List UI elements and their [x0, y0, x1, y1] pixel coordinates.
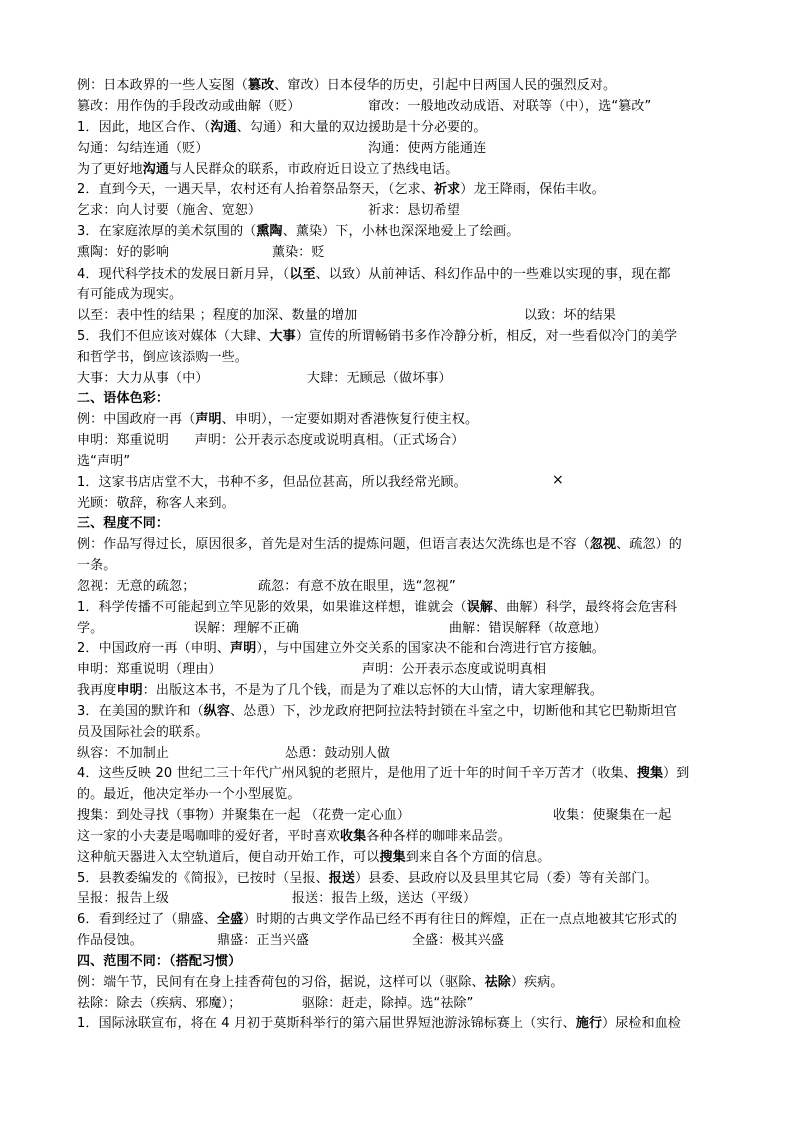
- line-example-declare: 例：中国政府一再（声明、申明），一定要如期对香港恢复行使主权。: [77, 412, 479, 427]
- cross-mark-icon: ×: [552, 472, 564, 488]
- line-q1-example: 为了更好地沟通与人民群众的联系，市政府近日设立了热线电话。: [77, 162, 459, 177]
- line-scope-q1: 1．国际泳联宣布，将在 4 月初于莫斯科举行的第六届世界短池游泳锦标赛上（实行、施行）尿检和血检: [77, 1016, 682, 1031]
- line-declare-choice: 选“声明”: [77, 454, 131, 469]
- line-q2: 2．直到今天，一遇天旱，农村还有人抬着祭品祭天，（乞求、祈求）龙王降雨，保佑丰收。: [77, 182, 605, 197]
- line-example-tamper: 例：日本政界的一些人妄图（篡改、窜改）日本侵华的历史，引起中日两国人民的强烈反对。: [77, 78, 617, 93]
- section-heading-degree: 三、程度不同：: [77, 516, 170, 531]
- line-degree-q4-cont: 的。最近，他决定举办一个小型展览。: [77, 787, 301, 802]
- line-q4: 4．现代科学技术的发展日新月异，（以至、以致）从前神话、科幻作品中的一些难以实现的事，现在都: [77, 267, 671, 282]
- line-declare-defs: 申明：郑重说明 声明：公开表示态度或说明真相。（正式场合）: [77, 433, 465, 448]
- line-degree-q3-cont: 员及国际社会的联系。: [77, 725, 209, 740]
- line-example-neglect-cont: 一条。: [77, 558, 117, 573]
- line-degree-q4: 4．这些反映 20 世纪二三十年代广州风貌的老照片，是他用了近十年的时间千辛万苦才（收集、搜集）到: [77, 766, 690, 781]
- line-q5: 5．我们不但应该对媒体（大肆、大事）宣传的所谓畅销书多作冷静分析，相反，对一些看似冷门的美学: [77, 329, 678, 344]
- section-heading-scope: 四、范围不同：（搭配习惯）: [77, 954, 242, 969]
- line-degree-q1: 1．科学传播不可能起到立竿见影的效果，如果谁这样想，谁就会（误解、曲解）科学，最终将会危害科: [77, 600, 678, 615]
- line-example-dispel: 例：端午节，民间有在身上挂香荷包的习俗，据说，这样可以（驱除、祛除）疾病。: [77, 975, 564, 990]
- line-degree-q4-example1: 这一家的小夫妻是喝咖啡的爱好者，平时喜欢收集各种各样的咖啡来品尝。: [77, 829, 511, 844]
- line-degree-q3: 3．在美国的默许和（纵容、怂恿）下，沙龙政府把阿拉法特封锁在斗室之中，切断他和其它巴勒斯坦官: [77, 704, 678, 719]
- line-q3: 3．在家庭浓厚的美术氛围的（熏陶、薰染）下，小林也深深地爱上了绘画。: [77, 224, 520, 239]
- section-heading-register: 二、语体色彩：: [77, 391, 170, 406]
- line-degree-q6: 6．看到经过了（鼎盛、全盛）时期的古典文学作品已经不再有往日的辉煌，正在一点点地被其它形式的: [77, 912, 678, 927]
- line-degree-q5: 5．县教委编发的《简报》，已按时（呈报、报送）县委、县政府以及县里其它局（委）等有关部门。: [77, 871, 658, 886]
- line-q5-cont: 和哲学书，倒应该添购一些。: [77, 350, 248, 365]
- line-example-neglect: 例：作品写得过长，原因很多，首先是对生活的提炼问题，但语言表达欠洗练也是不容（忽视、疏忽）的: [77, 537, 682, 552]
- line-register-q1-def: 光顾：敬辞，称客人来到。: [77, 496, 235, 511]
- line-q4-cont: 有可能成为现实。: [77, 287, 183, 302]
- line-degree-q2: 2．中国政府一再（申明、声明），与中国建立外交关系的国家决不能和台湾进行官方接触。: [77, 641, 605, 656]
- line-degree-q4-example2: 这种航天器进入太空轨道后，便自动开始工作，可以搜集到来自各个方面的信息。: [77, 850, 551, 865]
- line-register-q1: 1．这家书店店堂不大，书种不多，但品位甚高，所以我经常光顾。: [77, 475, 467, 490]
- line-degree-q2-example: 我再度申明：出版这本书，不是为了几个钱，而是为了难以忘怀的大山情，请大家理解我。: [77, 683, 604, 698]
- document-page: 例：日本政界的一些人妄图（篡改、窜改）日本侵华的历史，引起中日两国人民的强烈反对。 篡改：用作伪的手段改动或曲解（贬） 窜改：一般地改动成语、对联等（中），选“篡改” 1．因此，地区合作、（沟通、勾通）和大量的双边援助是十分必要的。 勾通：勾结连通（贬） 沟通：使两方能通连 为了更好地沟通与人民群众的联系，市政府近日设立了热线电话。 2．直到今天，一遇天旱，农村还有人抬着祭品祭天，（乞求、祈求）龙王降雨，保佑丰收。 乞求：向人讨要（施舍、宽恕） 祈求：恳切希望 3．在家庭浓厚的美术氛围的（熏陶、薰染）下，小林也深深地爱上了绘画。 熏陶：好的影响 薰染：贬 4．现代科学技术的发展日新月异，（以至、以致）从前神话、科幻作品中的一些难以实现的事，现在都 有可能成为现实。 以至：表中性的结果 ；程度的加深、数量的增加 以致：坏的结果 5．我们不但应该对媒体（大肆、大事）宣传的所谓畅销书多作冷静分析，相反，对一些看似冷门的美学 和哲学书，倒应该添购一些。 大事：大力从事（中） 大肆：无顾忌（做坏事） 二、语体色彩： 例：中国政府一再（声明、申明），一定要如期对香港恢复行使主权。 申明：郑重说明 声明：公开表示态度或说明真相。（正式场合） 选“声明” 1．这家书店店堂不大，书种不多，但品位甚高，所以我经常光顾。 × 光顾：敬辞，称客人来到。 三、程度不同： 例：作品写得过长，原因很多，首先是对生活的提炼问题，但语言表达欠洗练也是不容（忽视、疏忽）的 一条。 忽视：无意的疏忽； 疏忽：有意不放在眼里，选“忽视” 1．科学传播不可能起到立竿见影的效果，如果谁这样想，谁就会（误解、曲解）科学，最终将会危害科 学。 误解：理解不正确 曲解：错误解释（故意地） 2．中国政府一再（申明、声明），与中国建立外交关系的国家决不能和台湾进行官方接触。 申明：郑重说明（理由） 声明：公开表示态度或说明真相 我再度申明：出版这本书，不是为了几个钱，而是为了难以忘怀的大山情，请大家理解我。 3．在美国的默许和（纵容、怂恿）下，沙龙政府把阿拉法特封锁在斗室之中，切断他和其它巴勒斯坦官 员及国际社会的联系。 纵容：不加制止 怂恿：鼓动别人做 4．这些反映 20 世纪二三十年代广州风貌的老照片，是他用了近十年的时间千辛万苦才（收集、搜集）到 的。最近，他决定举办一个小型展览。 搜集：到处寻找（事物）并聚集在一起 （花费一定心血） 收集：使聚集在一起 这一家的小夫妻是喝咖啡的爱好者，平时喜欢收集各种各样的咖啡来品尝。 这种航天器进入太空轨道后，便自动开始工作，可以搜集到来自各个方面的信息。 5．县教委编发的《简报》，已按时（呈报、报送）县委、县政府以及县里其它局（委）等有关部门。 呈报：报告上级 报送：报告上级，送达（平级） 6．看到经过了（鼎盛、全盛）时期的古典文学作品已经不再有往日的辉煌，正在一点点地被其它形式的 作品侵蚀。 鼎盛：正当兴盛 全盛：极其兴盛 四、范围不同：（搭配习惯） 例：端午节，民间有在身上挂香荷包的习俗，据说，这样可以（驱除、祛除）疾病。 祛除：除去（疾病、邪魔）； 驱除：赶走，除掉。选“祛除” 1．国际泳联宣布，将在 4 月初于莫斯科举行的第六届世界短池游泳锦标赛上（实行、施行）尿检和血检: [0, 0, 794, 1123]
- line-q1: 1．因此，地区合作、（沟通、勾通）和大量的双边援助是十分必要的。: [77, 120, 487, 135]
